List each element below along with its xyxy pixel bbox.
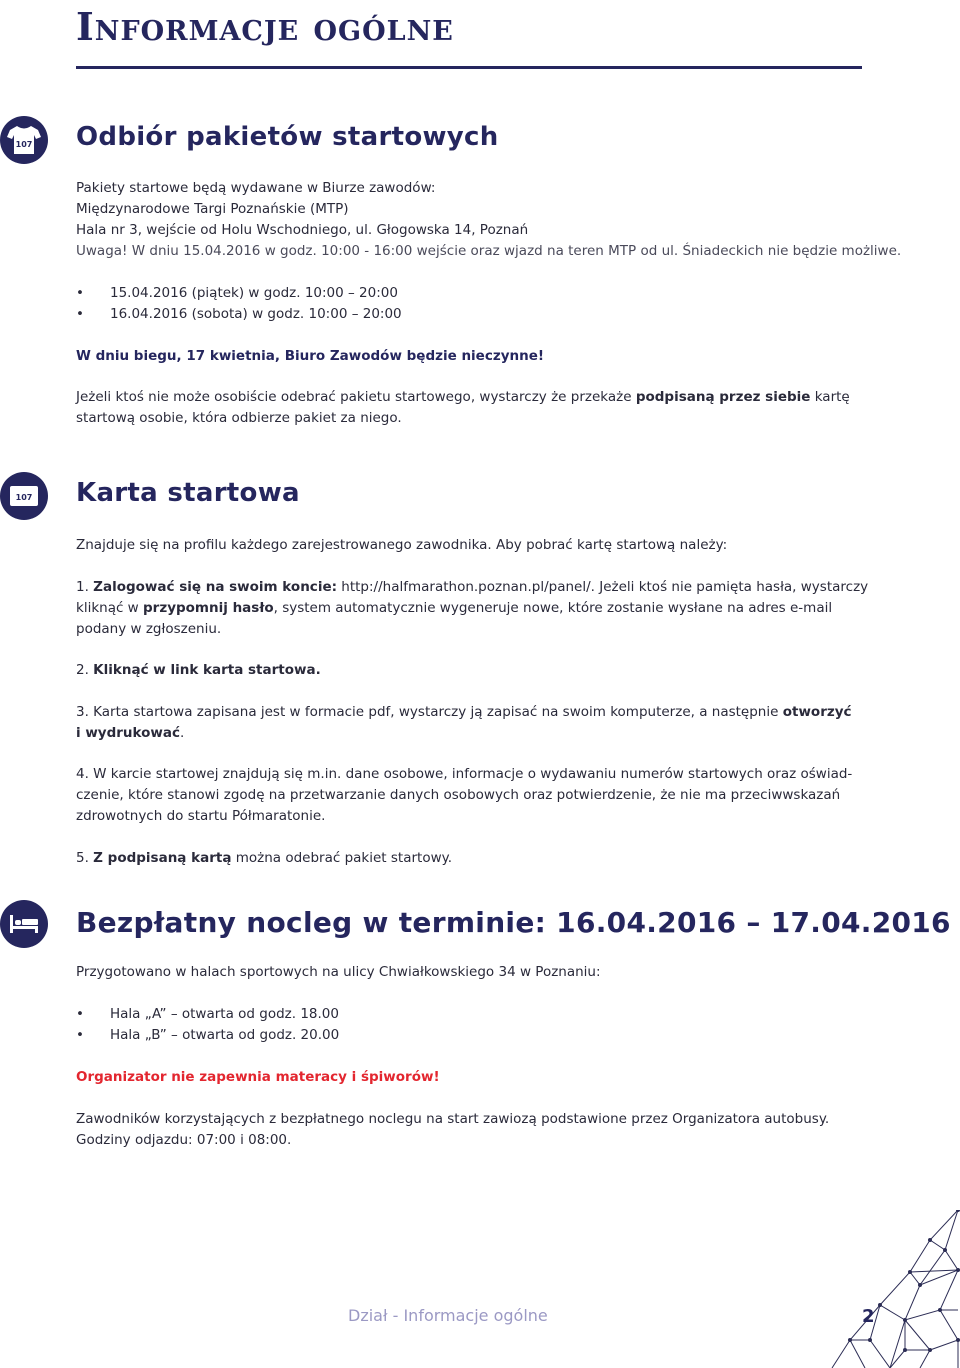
tshirt-icon (6, 124, 42, 156)
bullet-dot: • (76, 1006, 84, 1022)
tshirt-icon-badge (0, 116, 48, 164)
pickup-date-1 (76, 283, 398, 303)
step-text: można odebrać pakiet startowy. (231, 850, 452, 866)
step-1-line-1 (76, 577, 868, 597)
no-mattress-warning: Organizator nie zapewnia materacy i śpiworów! (76, 1069, 440, 1085)
section-heading-start-card: Karta startowa (76, 478, 300, 508)
polygon-network-decoration (810, 1210, 960, 1368)
step-text: , system automatycznie wygeneruje nowe, które zostanie wysłane na adres e-mail (273, 600, 833, 616)
step-4-line-2: czenie, które stanowi zgodę na przetwarzanie danych osobowych oraz potwierdzenie, że nie ma przeciwwskazań (76, 787, 841, 803)
step-bold: Kliknąć w link karta startowa. (93, 662, 321, 678)
bed-icon (8, 913, 40, 935)
step-number: 1. (76, 579, 94, 595)
step-2 (76, 660, 321, 680)
proxy-pickup-line-1 (76, 387, 850, 407)
bullet-dot: • (76, 1027, 84, 1043)
step-3-line-2 (76, 723, 184, 743)
svg-text:107: 107 (15, 140, 33, 149)
bullet-text: Hala „A” – otwarta od godz. 18.00 (110, 1006, 339, 1022)
step-bold: otworzyć (782, 704, 852, 720)
section-heading-accommodation: Bezpłatny nocleg w terminie: 16.04.2016 – 17.04.2016 (76, 906, 951, 939)
step-1-line-2 (76, 598, 832, 618)
pickup-warning: Uwaga! W dniu 15.04.2016 w godz. 10:00 - 16:00 wejście oraz wjazd na teren MTP od ul. Śniadeckich nie będzie możliwe. (76, 243, 902, 259)
step-number: 5. (76, 850, 94, 866)
accommodation-intro: Przygotowano w halach sportowych na ulicy Chwiałkowskiego 34 w Poznaniu: (76, 964, 601, 980)
step-4-line-1: 4. W karcie startowej znajdują się m.in. dane osobowe, informacje o wydawaniu numerów startowych oraz oświad- (76, 766, 853, 782)
bus-info-2: Godziny odjazdu: 07:00 i 08:00. (76, 1132, 292, 1148)
bullet-text: 15.04.2016 (piątek) w godz. 10:00 – 20:00 (110, 285, 398, 301)
proxy-bold: podpisaną przez siebie (635, 389, 811, 405)
step-5 (76, 848, 452, 868)
step-4-line-3: zdrowotnych do startu Półmaratonie. (76, 808, 326, 824)
bib-icon-badge (0, 472, 48, 520)
svg-text:107: 107 (15, 493, 33, 502)
proxy-text: kartę (810, 389, 850, 405)
step-1-line-3: podany w zgłoszeniu. (76, 621, 222, 637)
start-card-intro: Znajduje się na profilu każdego zarejestrowanego zawodnika. Aby pobrać kartę startową należy: (76, 537, 728, 553)
step-bold: Z podpisaną kartą (93, 850, 232, 866)
pickup-text-1: Pakiety startowe będą wydawane w Biurze zawodów: (76, 180, 436, 196)
pickup-text-3: Hala nr 3, wejście od Holu Wschodniego, ul. Głogowska 14, Poznań (76, 222, 529, 238)
section-heading-pickup: Odbiór pakietów startowych (76, 122, 499, 152)
race-day-note: W dniu biegu, 17 kwietnia, Biuro Zawodów będzie nieczynne! (76, 348, 545, 364)
step-text: 3. Karta startowa zapisana jest w formacie pdf, wystarczy ją zapisać na swoim komputerze, a następnie (76, 704, 783, 720)
step-bold: Zalogować się na swoim koncie: (93, 579, 337, 595)
footer-section-name: Dział - Informacje ogólne (348, 1306, 548, 1325)
proxy-text: Jeżeli ktoś nie może osobiście odebrać pakietu startowego, wystarczy że przekaże (76, 389, 636, 405)
hall-b (76, 1025, 339, 1045)
title-underline (76, 66, 862, 69)
step-text: . (180, 725, 185, 741)
step-text: kliknąć w (76, 600, 144, 616)
bullet-text: 16.04.2016 (sobota) w godz. 10:00 – 20:00 (110, 306, 402, 322)
step-text: http://halfmarathon.poznan.pl/panel/. Jeżeli ktoś nie pamięta hasła, wystarczy (337, 579, 869, 595)
proxy-pickup-line-2: startową osobie, która odbierze pakiet za niego. (76, 410, 402, 426)
page-title: Informacje ogólne (76, 4, 454, 49)
step-bold: i wydrukować (76, 725, 181, 741)
bib-icon (9, 485, 39, 507)
bus-info-1: Zawodników korzystających z bezpłatnego noclegu na start zawiozą podstawione przez Organizatora autobusy. (76, 1111, 830, 1127)
pickup-date-2 (76, 304, 402, 324)
pickup-text-2: Międzynarodowe Targi Poznańskie (MTP) (76, 201, 349, 217)
step-number: 2. (76, 662, 94, 678)
bullet-dot: • (76, 306, 84, 322)
bullet-text: Hala „B” – otwarta od godz. 20.00 (110, 1027, 340, 1043)
page-number: 2 (862, 1306, 875, 1327)
hall-a (76, 1004, 339, 1024)
bullet-dot: • (76, 285, 84, 301)
bed-icon-badge (0, 900, 48, 948)
step-3-line-1 (76, 702, 852, 722)
step-bold: przypomnij hasło (143, 600, 274, 616)
